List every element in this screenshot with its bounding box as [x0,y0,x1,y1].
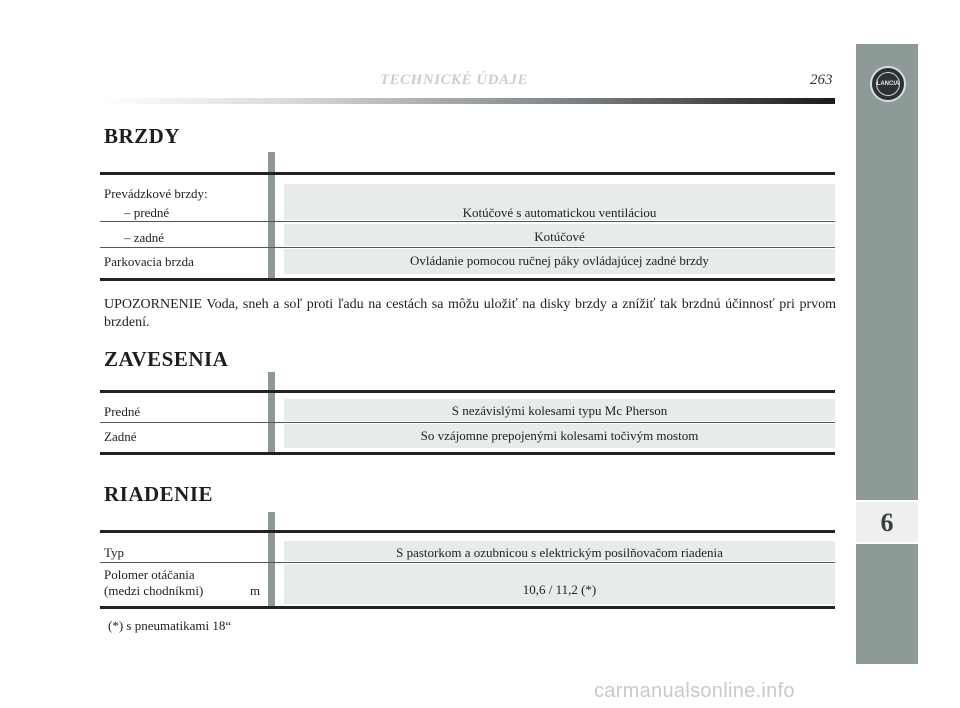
row-value: Kotúčové s automatickou ventiláciou [462,205,657,220]
logo-text: LANCIA [876,81,900,87]
row-label: Prevádzkové brzdy: [104,186,208,201]
row-rule [100,221,835,222]
row-value: S pastorkom a ozubnicou s elektrickým posilňovačom riadenia [396,545,723,560]
row-value: Ovládanie pomocou ručnej páky ovládajúcej zadné brzdy [410,253,709,268]
table-divider-bar [268,512,275,609]
table-bottom-rule [100,452,835,455]
chapter-side-tab [856,44,918,664]
row-value: So vzájomne prepojenými kolesami točivým mostom [420,428,699,443]
lancia-logo-icon [870,66,906,102]
row-label: – zadné [124,230,165,245]
page-number: 263 [810,72,833,88]
chapter-number-box [856,500,918,544]
header-rule [100,98,835,104]
row-label: Zadné [104,429,137,444]
table-top-rule [100,530,835,533]
table-top-rule [100,390,835,393]
section-title-brzdy: BRZDY [104,124,181,148]
row-label: (medzi chodníkmi) [104,583,204,598]
row-label: Polomer otáčania [104,567,195,582]
section-title-zavesenia: ZAVESENIA [104,347,229,371]
chapter-number: 6 [880,508,894,537]
row-unit: m [250,583,261,598]
row-rule [100,247,835,248]
row-value: Kotúčové [534,229,585,244]
watermark-text: carmanualsonline.info [594,680,795,702]
table-divider-bar [268,372,275,454]
page-header-title: TECHNICKÉ ÚDAJE [380,72,528,88]
row-value: S nezávislými kolesami typu Mc Pherson [451,403,668,418]
table-top-rule [100,172,835,175]
row-label: Predné [104,404,141,419]
row-value: 10,6 / 11,2 (*) [522,582,597,597]
warning-note: UPOZORNENIE Voda, sneh a soľ proti ľadu na cestách sa môžu uložiť na disky brzdy a znížiť tak brzdnú účinnosť pri prvom brzdení. [104,297,836,330]
row-label: – predné [124,205,170,220]
row-label: Parkovacia brzda [104,254,194,269]
row-rule [100,562,835,563]
table-bottom-rule [100,278,835,281]
footnote: (*) s pneumatikami 18“ [108,618,232,633]
table-bottom-rule [100,606,835,609]
section-title-riadenie: RIADENIE [104,482,214,506]
row-rule [100,422,835,423]
row-label: Typ [104,545,125,560]
